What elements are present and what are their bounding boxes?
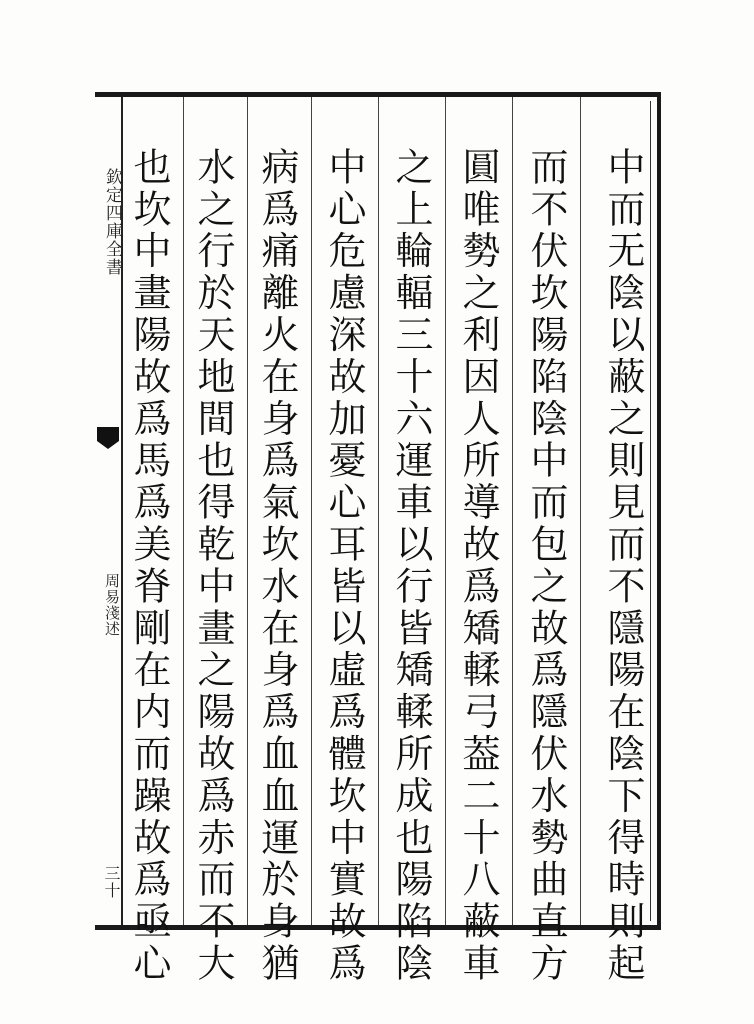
- text-column-content: 而不伏坎陽陷陰中而包之故爲隱伏水勢曲直方: [524, 147, 568, 985]
- gutter-page-number: 三十: [102, 865, 121, 899]
- text-column-content: 也坎中畫陽故爲馬爲美脊剛在内而躁故爲亟心: [127, 147, 171, 985]
- text-column-content: 中而无陰以蔽之則見而不隱陽在陰下得時則起: [601, 147, 645, 985]
- text-column-4: [378, 97, 445, 985]
- gutter-book-title: 欽定四庫全書: [102, 168, 122, 276]
- gutter-volume-title: 周易淺述: [103, 573, 121, 637]
- text-column-7: [183, 97, 247, 985]
- text-column-content: 中心危慮深故加憂心耳皆以虛爲體坎中實故爲: [322, 147, 366, 985]
- text-column-3: [445, 97, 512, 985]
- text-column-2: [512, 97, 580, 985]
- text-column-content: 病爲痛離火在身爲氣坎水在身爲血血運於身猶: [255, 147, 299, 985]
- text-column-8: [121, 97, 183, 985]
- text-column-5: [311, 97, 378, 985]
- text-column-6: [247, 97, 311, 985]
- text-column-content: 水之行於天地間也得乾中畫之陽故爲赤而不大: [191, 147, 235, 985]
- text-column-content: 圓唯勢之利因人所導故爲矯輮弓葢二十八蔽車: [456, 147, 500, 985]
- text-column-content: 之上輪輻三十六運車以行皆矯輮所成也陽陷陰: [389, 147, 433, 985]
- text-column-1: [580, 97, 657, 985]
